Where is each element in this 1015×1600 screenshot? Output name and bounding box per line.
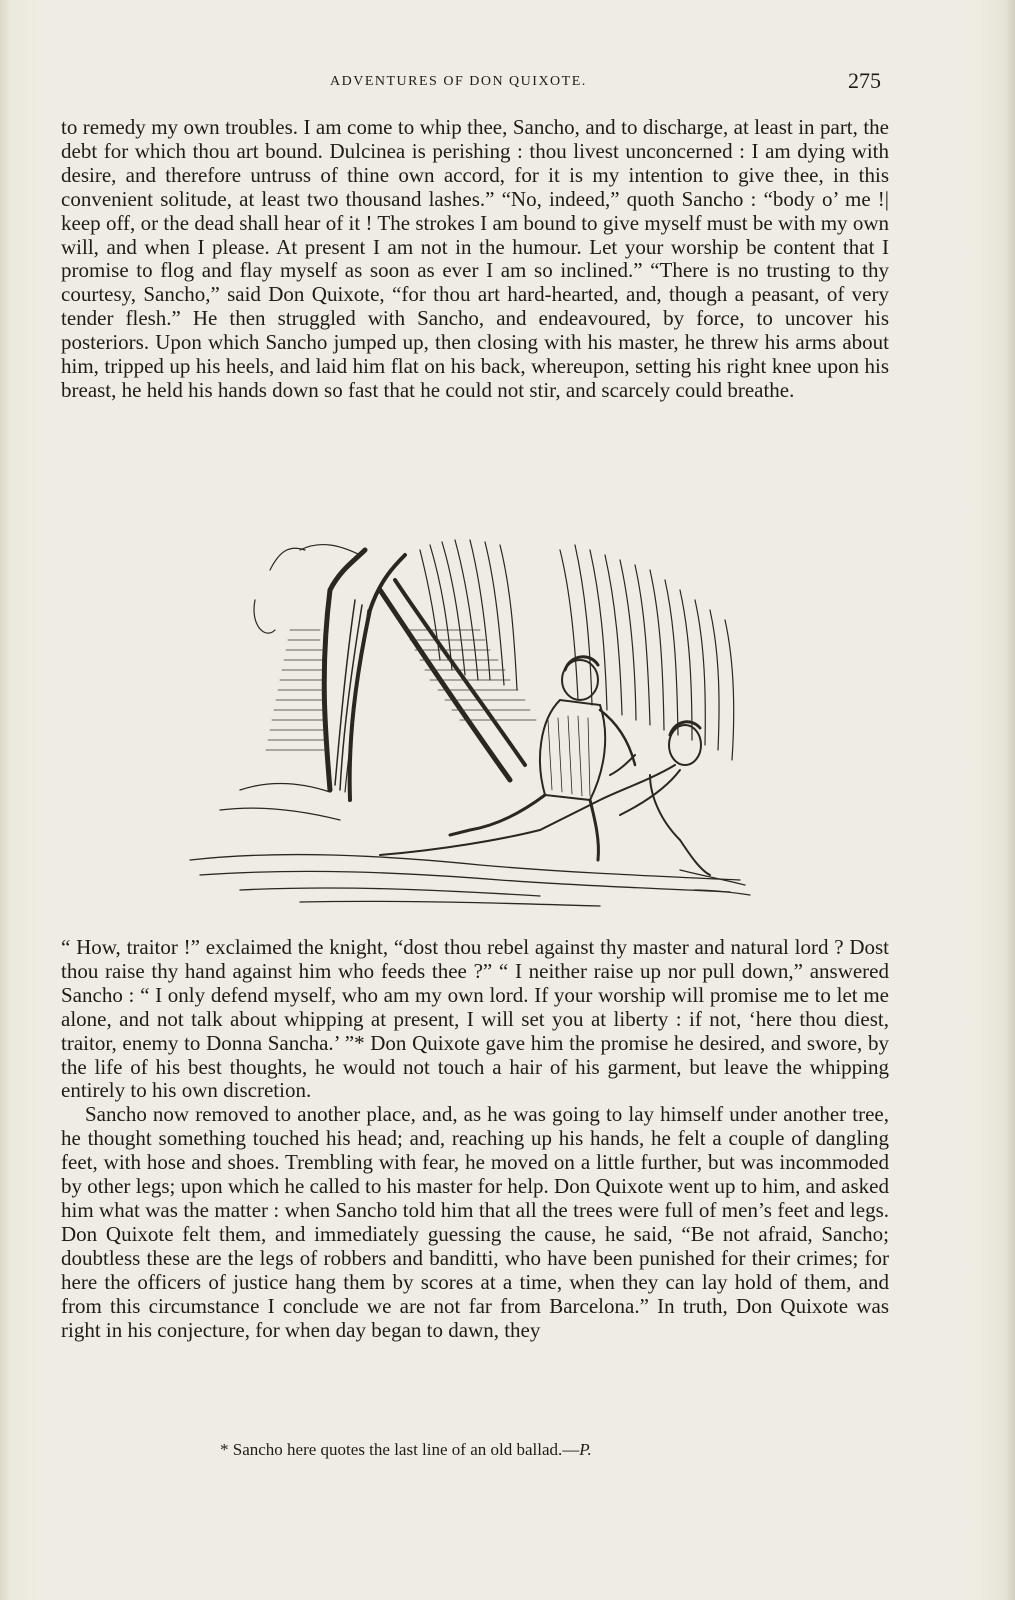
paragraph: Sancho now removed to another place, and, as he was going to lay himself under another tree, he thought something touched his head; and, reaching up his hands, he felt a couple of dangling feet, with hose and shoes. Trembling with fear, he moved on a little further, but was incommoded by other legs; upon which he called to his master for help. Don Quixote went up to him, and asked him what was the matter : when Sancho told him that all the trees were full of men’s feet and legs. Don Quixote felt them, and immediately guessing the cause, he said, “Be not afraid, Sancho; doubtless these are the legs of robbers and banditti, who have been punished for their crimes; for here the officers of justice hang them by scores at a time, when they can lay hold of them, and from this circumstance I conclude we are not far from Barcelona.” In truth, Don Quixote was right in his conjecture, for when day began to dawn, they: [61, 1102, 889, 1342]
text-block-bottom: [61, 936, 889, 1342]
page-header: [0, 68, 1015, 98]
page-number: 275: [848, 68, 881, 93]
footnote-signature: P.: [579, 1440, 592, 1459]
footnote: [220, 1440, 592, 1460]
paragraph: “ How, traitor !” exclaimed the knight, “dost thou rebel against thy master and natural lord ? Dost thou raise thy hand against him who feeds thee ?” “ I neither raise up nor pull down,” answered Sancho : “ I only defend myself, who am my own lord. If your worship will promise me to let me alone, and not talk about whipping at present, I will set you at liberty : if not, ‘here thou diest, traitor, enemy to Donna Sancha.’ ”* Don Quixote gave him the promise he desired, and swore, by the life of his best thoughts, he would not touch a hair of his garment, but leave the whipping entirely to his own discretion.: [61, 935, 889, 1103]
footnote-text: Sancho here quotes the last line of an old ballad.—: [232, 1440, 580, 1459]
running-title: ADVENTURES OF DON QUIXOTE.: [330, 74, 587, 89]
ground: [190, 855, 740, 880]
footnote-marker: *: [220, 1440, 229, 1459]
text-block-top: [61, 116, 889, 403]
woodcut-illustration: [180, 530, 765, 915]
paragraph: to remedy my own troubles. I am come to whip thee, Sancho, and to discharge, at least in part, the debt for which thou art bound. Dulcinea is perishing : thou livest unconcerned : I am dying with desire, and therefore untruss of thine own accord, for it is my intention to give thee, in this convenient solitude, at least two thousand lashes.” “No, indeed,” quoth Sancho : “body o’ me !| keep off, or the dead shall hear of it ! The strokes I am bound to give myself must be with my own will, and when I please. At present I am not in the humour. Let your worship be content that I promise to flog and flay myself as soon as ever I am so inclined.” “There is no trusting to thy courtesy, Sancho,” said Don Quixote, “for thou art hard-hearted, and, though a peasant, of very tender flesh.” He then struggled with Sancho, and endeavoured, by force, to uncover his posteriors. Upon which Sancho jumped up, then closing with his master, he threw his arms about him, tripped up his heels, and laid him flat on his back, whereupon, setting his right knee upon his breast, he held his hands down so fast that he could not stir, and scarcely could breathe.: [61, 115, 889, 402]
tree-trunk-leaning: [380, 590, 510, 780]
figure-don-quixote: [380, 722, 710, 875]
